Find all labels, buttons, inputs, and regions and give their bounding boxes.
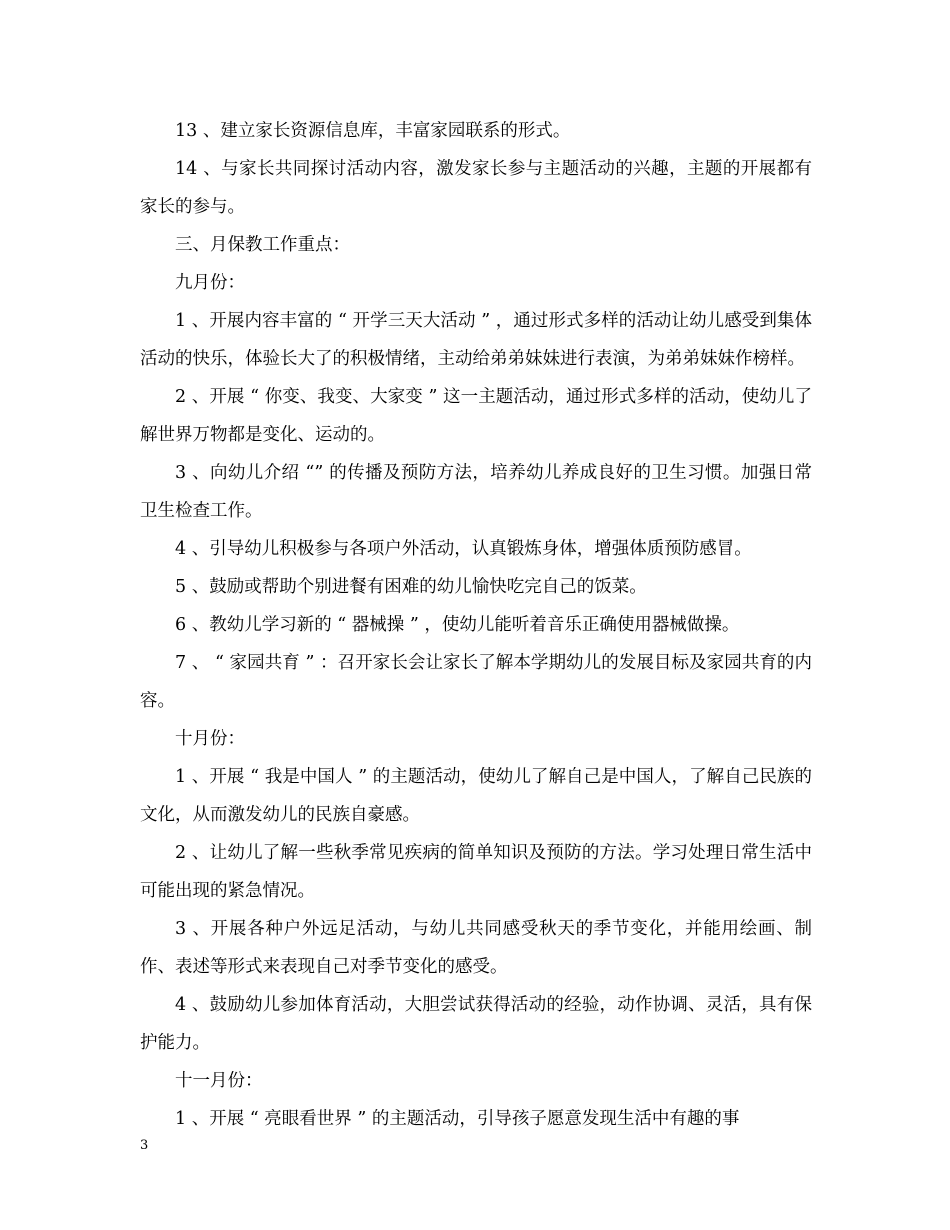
paragraph: 14 、与家长共同探讨活动内容，激发家长参与主题活动的兴趣，主题的开展都有家长的参与。 xyxy=(140,159,812,217)
page-number: 3 xyxy=(140,1138,149,1153)
paragraph: 3 、向幼儿介绍 “” 的传播及预防方法，培养幼儿养成良好的卫生习惯。加强日常卫生检查工作。 xyxy=(140,463,812,521)
paragraph: 1 、开展 “ 亮眼看世界 ” 的主题活动，引导孩子愿意发现生活中有趣的事 xyxy=(175,1109,740,1129)
month-heading-september: 九月份： xyxy=(175,273,245,293)
document-body xyxy=(140,112,812,1138)
paragraph: 6 、教幼儿学习新的 “ 器械操 ” ，使幼儿能听着音乐正确使用器械做操。 xyxy=(175,615,740,635)
paragraph: 5 、鼓励或帮助个别进餐有困难的幼儿愉快吃完自己的饭菜。 xyxy=(175,577,647,597)
section-heading: 三、月保教工作重点： xyxy=(175,235,350,255)
month-heading-october: 十月份： xyxy=(175,729,245,749)
paragraph: 4 、引导幼儿积极参与各项户外活动，认真锻炼身体，增强体质预防感冒。 xyxy=(175,539,752,559)
paragraph: 1 、开展 “ 我是中国人 ” 的主题活动，使幼儿了解自己是中国人，了解自己民族的文化，从而激发幼儿的民族自豪感。 xyxy=(140,767,812,825)
paragraph: 4 、鼓励幼儿参加体育活动，大胆尝试获得活动的经验，动作协调、灵活，具有保护能力。 xyxy=(140,995,812,1053)
paragraph: 2 、让幼儿了解一些秋季常见疾病的简单知识及预防的方法。学习处理日常生活中可能出现的紧急情况。 xyxy=(140,843,812,901)
month-heading-november: 十一月份： xyxy=(175,1071,263,1091)
paragraph: 2 、开展 “ 你变、我变、大家变 ” 这一主题活动，通过形式多样的活动，使幼儿了解世界万物都是变化、运动的。 xyxy=(140,387,812,445)
paragraph: 13 、建立家长资源信息库，丰富家园联系的形式。 xyxy=(175,121,571,141)
paragraph: 1 、开展内容丰富的 “ 开学三天大活动 ” ，通过形式多样的活动让幼儿感受到集体活动的快乐，体验长大了的积极情绪，主动给弟弟妹妹进行表演，为弟弟妹妹作榜样。 xyxy=(140,311,812,369)
paragraph: 7 、 “ 家园共育 ” ：召开家长会让家长了解本学期幼儿的发展目标及家园共育的内容。 xyxy=(140,653,812,711)
paragraph: 3 、开展各种户外远足活动，与幼儿共同感受秋天的季节变化，并能用绘画、制作、表述等形式来表现自己对季节变化的感受。 xyxy=(140,919,812,977)
